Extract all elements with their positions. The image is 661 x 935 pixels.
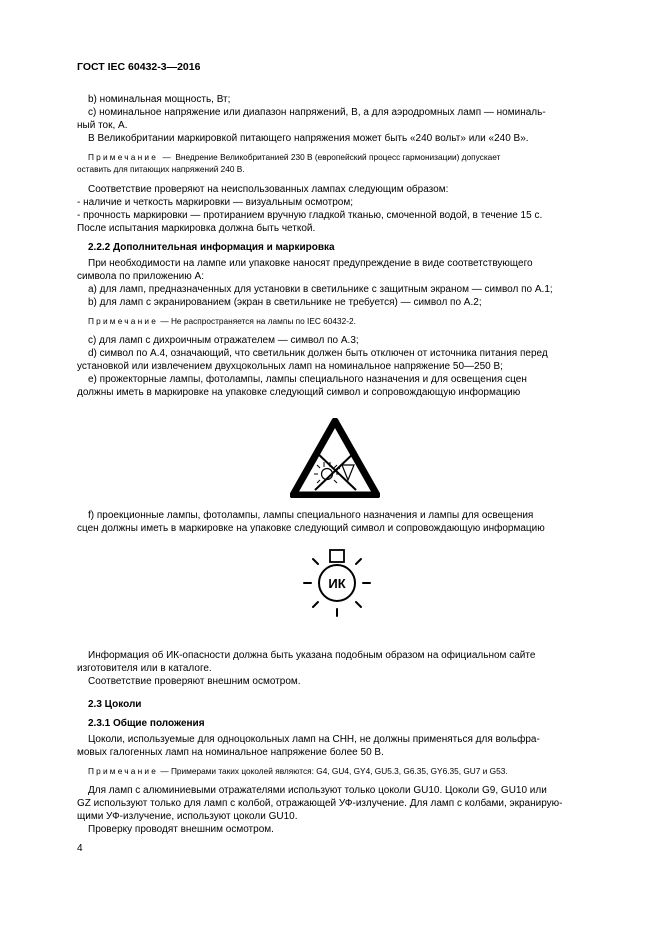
check-item-1: - наличие и четкость маркировки — визуальным осмотром; (77, 197, 354, 208)
section-2-2-2-heading: 2.2.2 Дополнительная информация и маркировка (88, 242, 335, 253)
p222-item-d-line1: d) символ по А.4, означающий, что светильник должен быть отключен от источника питания перед (88, 348, 548, 359)
p222-line2: символа по приложению А: (77, 271, 204, 282)
page-number: 4 (77, 843, 83, 854)
p222-item-f-line2: сцен должны иметь в маркировке на упаковке следующий символ и сопровождающую информацию (77, 523, 545, 534)
note-1-line1 (88, 151, 612, 163)
note-1-line2: оставить для питающих напряжений 240 В. (77, 164, 245, 174)
warning-triangle-symbol (290, 418, 380, 498)
p231b-line4: Проверку проводят внешним осмотром. (88, 824, 274, 835)
ir-hazard-symbol (302, 547, 374, 619)
p231b-line3: щими УФ-излучение, используют цоколи GU10. (77, 811, 298, 822)
check-visual: Соответствие проверяют внешним осмотром. (88, 676, 301, 687)
note-2 (88, 315, 612, 327)
p231-line1: Цоколи, используемые для одноцокольных ламп на СНН, не должны применяться для вольфра- (88, 734, 540, 745)
uk-paragraph: В Великобритании маркировкой питающего напряжения может быть «240 вольт» или «240 В». (88, 133, 529, 144)
p222-item-c: с) для ламп с дихроичным отражателем — символ по А.3; (88, 335, 359, 346)
note-3-label: Примечание (88, 766, 159, 776)
p222-item-a: а) для ламп, предназначенных для установки в светильнике с защитным экраном — символ по А.1; (88, 284, 553, 295)
note-3 (88, 765, 612, 777)
check-after: После испытания маркировка должна быть четкой. (77, 223, 316, 234)
note-2-label: Примечание (88, 316, 159, 326)
item-c-line2: ный ток, А. (77, 120, 128, 131)
note-3-text: — Примерами таких цоколей являются: G4, GU4, GY4, GU5.3, G6.35, GY6.35, GU7 и G53. (158, 766, 508, 776)
section-2-3-1-heading: 2.3.1 Общие положения (88, 718, 205, 729)
p222-item-b: b) для ламп с экранированием (экран в светильнике не требуется) — символ по А.2; (88, 297, 482, 308)
p222-item-e-line2: должны иметь в маркировке на упаковке следующий символ и сопровождающую информацию (77, 387, 521, 398)
p222-line1: При необходимости на лампе или упаковке наносят предупреждение в виде соответствующего (88, 258, 533, 269)
p231-line2: мовых галогенных ламп на номинальное напряжение более 50 В. (77, 747, 384, 758)
check-item-2: - прочность маркировки — протиранием вручную гладкой тканью, смоченной водой, в течение 15 с. (77, 210, 543, 221)
section-2-3-heading: 2.3 Цоколи (88, 699, 142, 710)
item-b: b) номинальная мощность, Вт; (88, 94, 231, 105)
item-c-line1: с) номинальное напряжение или диапазон напряжений, В, а для аэродромных ламп — номиналь- (88, 107, 546, 118)
p222-item-e-line1: е) прожекторные лампы, фотолампы, лампы специального назначения и для освещения сцен (88, 374, 527, 385)
ir-info-line1: Информация об ИК-опасности должна быть указана подобным образом на официальном сайте (88, 650, 536, 661)
ir-info-line2: изготовителя или в каталоге. (77, 663, 212, 674)
note-1-text: Внедрение Великобританией 230 В (европейский процесс гармонизации) допускает (173, 152, 501, 162)
p222-item-f-line1: f) проекционные лампы, фотолампы, лампы специального назначения и лампы для освещения (88, 510, 534, 521)
check-intro: Соответствие проверяют на неиспользованных лампах следующим образом: (88, 184, 449, 195)
p231b-line2: GZ используют только для ламп с колбой, отражающей УФ-излучение. Для ламп с колбами, экранирую- (77, 798, 563, 809)
p231b-line1: Для ламп с алюминиевыми отражателями используют только цоколи GU10. Цоколи G9, GU10 или (88, 785, 547, 796)
standard-header: ГОСТ IEC 60432-3—2016 (77, 61, 201, 73)
note-2-text: — Не распространяется на лампы по IEC 60432-2. (158, 316, 356, 326)
p222-item-d-line2: установкой или извлечением двухцокольных ламп на номинальное напряжение 50—250 В; (77, 361, 503, 372)
ir-symbol-label: ИК (328, 576, 346, 591)
note-1-label: Примечание — (88, 152, 174, 162)
